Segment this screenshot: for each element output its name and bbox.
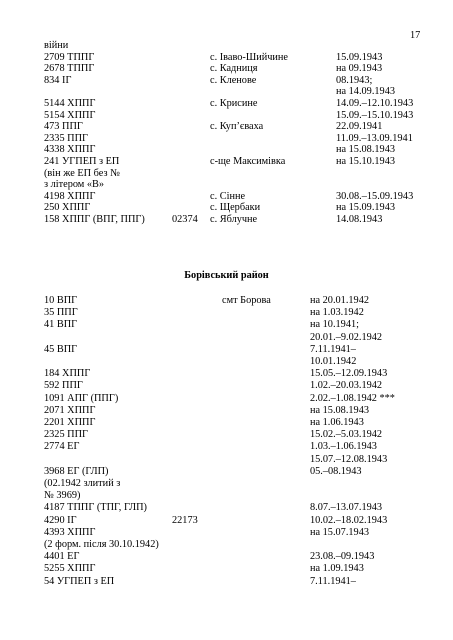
table-row [0,332,453,343]
unit-name-cell: 5144 ХППГ [44,98,96,109]
unit-name-cell: 4393 ХППГ [44,526,96,538]
unit-name-cell: 2201 ХППГ [44,417,96,428]
table-row [0,144,453,155]
postal-code-cell: 22173 [172,514,198,526]
dates-cell: 30.08.–15.09.1943 [336,190,414,202]
unit-name-cell: 4338 ХППГ [44,144,96,156]
dates-cell: на 15.09.1943 [336,202,395,214]
unit-name-cell: 41 ВПГ [44,319,78,331]
dates-cell: 15.09.1943 [336,51,383,63]
unit-name-cell: 184 ХППГ [44,368,91,380]
table-row [0,133,453,144]
dates-cell: на 20.01.1942 [310,295,369,306]
unit-name-cell: 1091 АПГ (ППГ) [44,392,119,404]
dates-cell: 11.09.–13.09.1941 [336,132,413,144]
unit-name-cell: 54 УГПЕП з ЕП [44,575,115,587]
unit-name-cell: 2335 ППГ [44,132,88,144]
table-row [0,393,453,404]
unit-name-cell: 4401 ЕГ [44,551,80,563]
dates-cell: 10.02.–18.02.1943 [310,514,388,526]
table-row [0,502,453,513]
unit-name-cell: 4187 ТППГ (ТПГ, ГЛП) [44,502,147,514]
unit-name-cell: 158 ХППГ (ВПГ, ППГ) [44,214,145,225]
unit-name-cell: 250 ХППГ [44,202,91,214]
table-row [0,527,453,538]
table-row [0,405,453,416]
dates-cell: 14.09.–12.10.1943 [336,98,414,109]
unit-name-cell: 241 УГПЕП з ЕП [44,156,120,167]
table-row [0,563,453,574]
table-row [0,307,453,318]
table-row [0,344,453,355]
unit-name-cell: 592 ППГ [44,380,83,392]
unit-name-cell: (він же ЕП без № [44,167,120,179]
unit-name-cell: війни [44,40,69,51]
table-row [0,490,453,501]
unit-name-cell: 2774 ЕГ [44,441,80,453]
unit-name-cell: 35 ППГ [44,307,78,319]
unit-name-cell: 5255 ХППГ [44,563,96,575]
dates-cell: на 14.09.1943 [336,86,395,98]
table-row [0,356,453,367]
table-row [0,368,453,379]
unit-name-cell: 10 ВПГ [44,295,78,306]
table-row [0,295,453,306]
dates-cell: 15.07.–12.08.1943 [310,453,388,465]
unit-name-cell: (02.1942 злитий з [44,478,121,489]
table-row [0,40,453,51]
table-row [0,417,453,428]
dates-cell: 2.02.–1.08.1942 *** [310,392,395,404]
table-row [0,441,453,452]
unit-name-cell: 2071 ХППГ [44,404,96,416]
dates-cell: 8.07.–13.07.1943 [310,502,383,514]
unit-name-cell: 5154 ХППГ [44,109,96,121]
table-row [0,429,453,440]
unit-name-cell: 2678 ТППГ [44,63,95,75]
postal-code-cell: 02374 [172,214,198,225]
unit-name-cell: 2709 ТППГ [44,51,95,63]
unit-name-cell: (2 форм. після 30.10.1942) [44,539,159,550]
dates-cell: на 1.09.1943 [310,563,364,575]
page-number: 17 [410,30,421,41]
table-row [0,168,453,179]
dates-cell: на 1.06.1943 [310,417,364,428]
unit-name-cell: 3968 ЕГ (ГЛП) [44,465,109,477]
location-cell: с. Іваво-Шийчине [210,51,288,63]
table-row [0,110,453,121]
unit-name-cell: 45 ВПГ [44,343,78,355]
location-cell: с. Щербаки [210,202,261,214]
unit-name-cell: № 3969) [44,490,81,502]
location-cell: с-ще Максимівка [210,156,286,167]
dates-cell: 05.–08.1943 [310,465,362,477]
dates-cell: 15.02.–5.03.1942 [310,429,383,441]
table-row [0,156,453,167]
table-row [0,576,453,587]
dates-cell: 22.09.1941 [336,121,383,133]
unit-name-cell: 473 ППГ [44,121,83,133]
location-cell: с. Кадниця [210,63,258,75]
table-row [0,191,453,202]
dates-cell: 23.08.–09.1943 [310,551,375,563]
table-row [0,319,453,330]
dates-cell: на 09.1943 [336,63,383,75]
table-row [0,86,453,97]
dates-cell: 10.01.1942 [310,356,357,367]
table-row [0,466,453,477]
table-row [0,454,453,465]
dates-cell: 7.11.1941– [310,575,356,587]
dates-cell: на 15.10.1943 [336,156,395,167]
table-row [0,63,453,74]
table-row [0,539,453,550]
dates-cell: на 15.08.1943 [336,144,395,156]
table-row [0,75,453,86]
dates-cell: на 1.03.1942 [310,307,364,319]
dates-cell: 15.05.–12.09.1943 [310,368,388,380]
location-cell: смт Борова [222,295,271,306]
dates-cell: 20.01.–9.02.1942 [310,331,383,343]
unit-name-cell: 4290 ІГ [44,514,77,526]
unit-name-cell: 4198 ХППГ [44,190,96,202]
unit-name-cell: 834 ІГ [44,74,72,86]
dates-cell: 1.02.–20.03.1942 [310,380,383,392]
table-row [0,380,453,391]
location-cell: с. Сінне [210,190,246,202]
location-cell: с. Кленове [210,74,257,86]
table-row [0,478,453,489]
dates-cell: 14.08.1943 [336,214,383,225]
dates-cell: 1.03.–1.06.1943 [310,441,377,453]
table-row [0,214,453,225]
table-row [0,515,453,526]
location-cell: с. Крисине [210,98,258,109]
dates-cell: 08.1943; [336,74,373,86]
unit-name-cell: з літером «В» [44,179,105,191]
dates-cell: на 10.1941; [310,319,359,331]
table-row [0,121,453,132]
table-row [0,52,453,63]
table-row [0,202,453,213]
table-row [0,551,453,562]
table-row [0,98,453,109]
location-cell: с. Яблучне [210,214,258,225]
dates-cell: на 15.08.1943 [310,404,369,416]
district-heading: Борівський район [184,270,269,281]
dates-cell: 15.09.–15.10.1943 [336,109,414,121]
dates-cell: на 15.07.1943 [310,526,369,538]
unit-name-cell: 2325 ППГ [44,429,88,441]
dates-cell: 7.11.1941– [310,343,356,355]
location-cell: с. Куп’єваха [210,121,264,133]
table-row [0,179,453,190]
